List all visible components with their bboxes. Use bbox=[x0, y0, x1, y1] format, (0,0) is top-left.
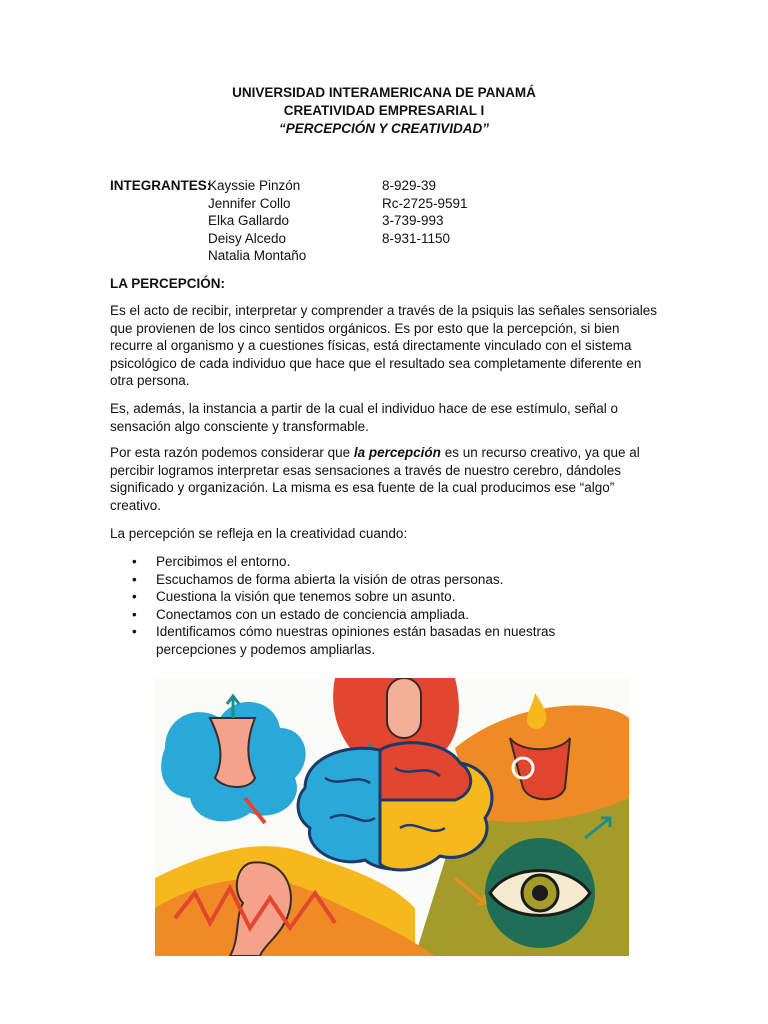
finger-icon bbox=[387, 678, 421, 738]
list-item: • Escuchamos de forma abierta la visión de otras personas. bbox=[110, 571, 630, 589]
paragraph-3 bbox=[110, 444, 658, 514]
bullet-list bbox=[110, 553, 630, 658]
member-name: Elka Gallardo bbox=[208, 213, 290, 228]
paragraph-1: Es el acto de recibir, interpretar y comprender a través de la psiquis las señales sensoriales que provienen de los cinco sentidos orgánicos. Es por esto que la percepción, si bien recurre al organismo y a cuestiones físicas, está directamente vinculado con el sistema psicológico de cada individuo que hace que el resultado sea completamente diferente en otra persona. bbox=[110, 303, 658, 388]
member-id: Rc-2725-9591 bbox=[382, 195, 468, 211]
members-label: INTEGRANTES: bbox=[110, 178, 212, 193]
list-item: • Identificamos cómo nuestras opiniones están basadas en nuestras percepciones y podemos ampliarlas. bbox=[110, 623, 630, 658]
list-item: • Conectamos con un estado de conciencia ampliada. bbox=[110, 606, 630, 624]
senses-brain-illustration bbox=[155, 678, 629, 956]
member-id: 8-929-39 bbox=[382, 178, 437, 193]
course-name: CREATIVIDAD EMPRESARIAL I bbox=[283, 103, 485, 118]
member-name: Natalia Montaño bbox=[208, 248, 307, 263]
member-id: 8-931-1150 bbox=[382, 230, 451, 246]
paragraph-4: La percepción se refleja en la creatividad cuando: bbox=[110, 526, 408, 541]
member-name: Kayssie Pinzón bbox=[208, 178, 301, 193]
pupil-shape bbox=[532, 885, 548, 901]
section-title: LA PERCEPCIÓN: bbox=[110, 276, 226, 291]
document-header bbox=[0, 84, 768, 138]
member-name: Deisy Alcedo bbox=[208, 230, 287, 246]
list-item: • Cuestiona la visión que tenemos sobre un asunto. bbox=[110, 588, 630, 606]
member-id: 3-739-993 bbox=[382, 213, 444, 228]
paragraph-3-end: es un recurso creativo, ya que al percibir logramos interpretar esas sensaciones a través de nuestro cerebro, dándoles significado y organización. La misma es esa fuente de la cual producimos ese “algo” creativo. bbox=[110, 445, 640, 513]
paragraph-3-start: Por esta razón podemos considerar que bbox=[110, 445, 354, 460]
document-title: “PERCEPCIÓN Y CREATIVIDAD” bbox=[278, 121, 490, 136]
emphasis-text: la percepción bbox=[353, 445, 441, 460]
university-name: UNIVERSIDAD INTERAMERICANA DE PANAMÁ bbox=[232, 85, 536, 100]
list-item: • Percibimos el entorno. bbox=[110, 553, 630, 571]
member-name: Jennifer Collo bbox=[208, 195, 291, 211]
paragraph-2: Es, además, la instancia a partir de la cual el individuo hace de ese estímulo, señal o sensación algo consciente y transformable. bbox=[110, 401, 619, 434]
